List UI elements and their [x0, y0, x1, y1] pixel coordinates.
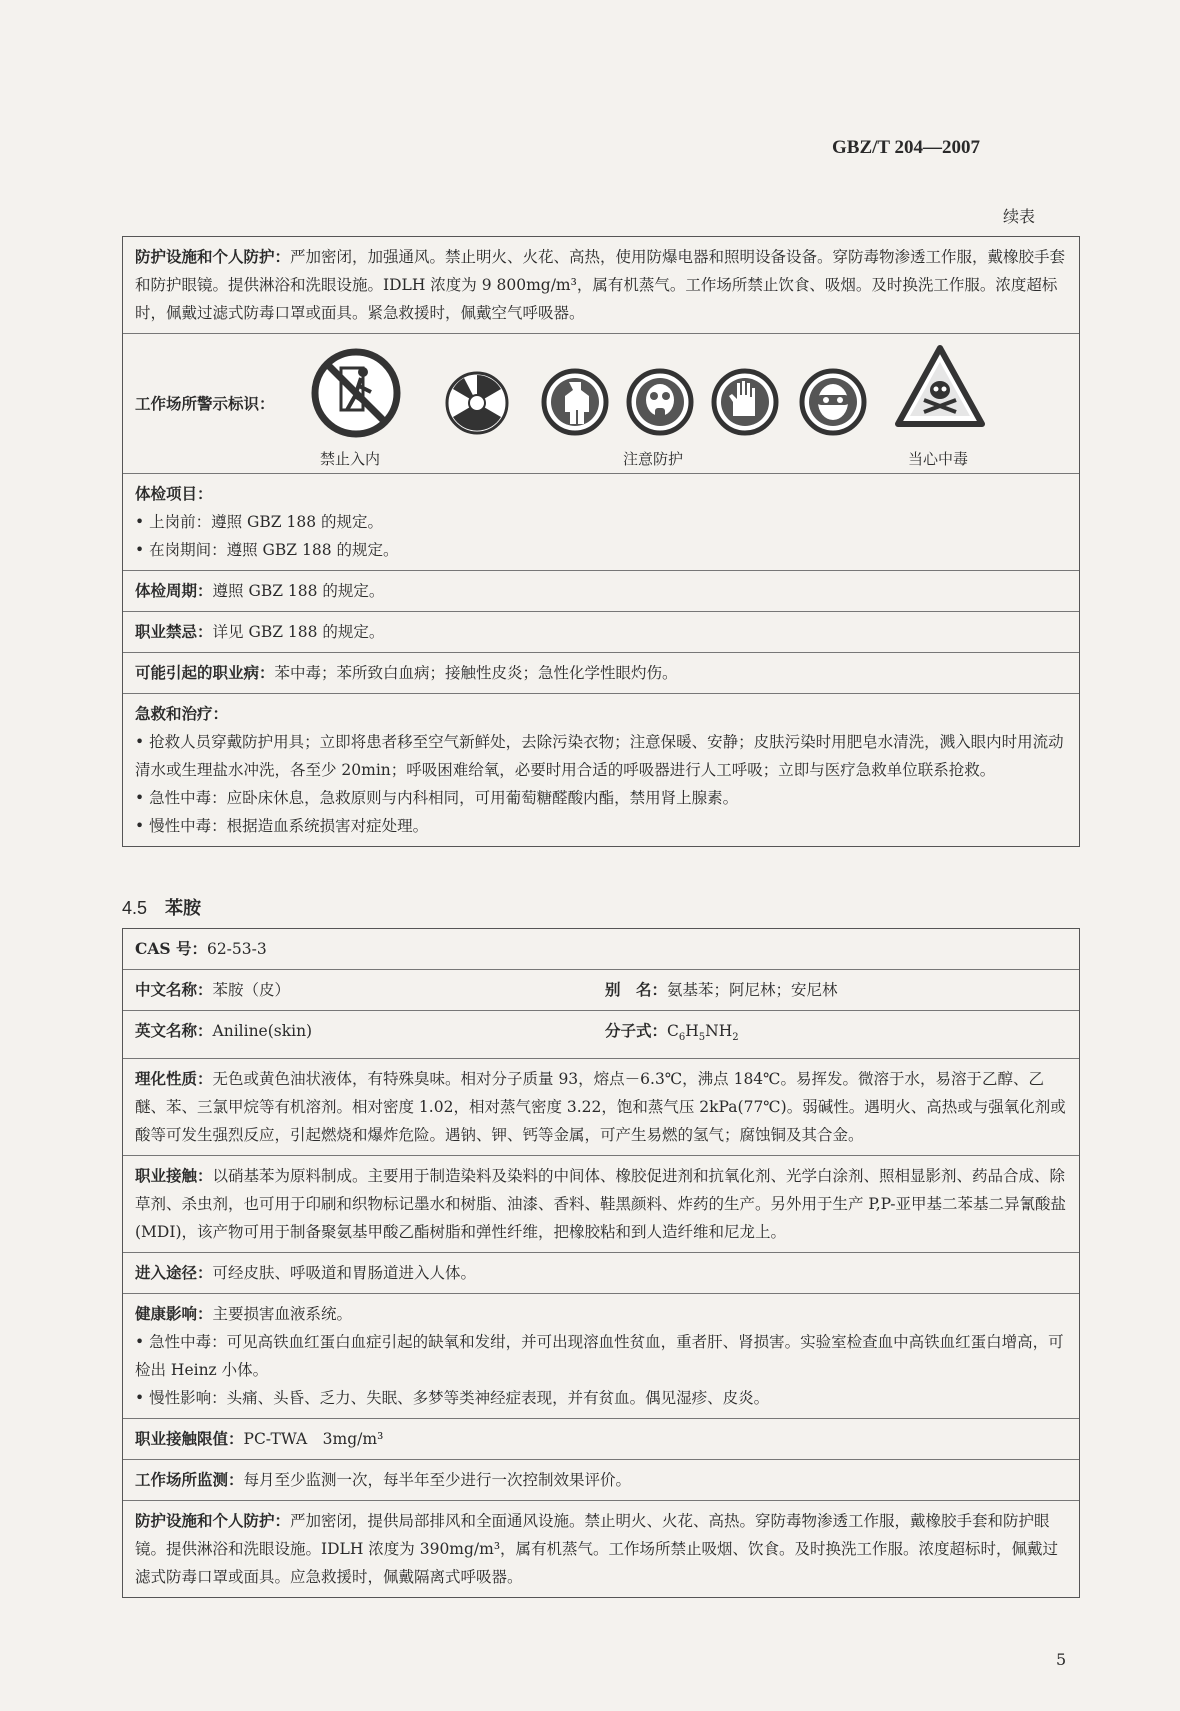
gas-mask-icon [626, 368, 694, 436]
protection-label: 防护设施和个人防护： [135, 247, 291, 266]
protection2-text: 严加密闭，提供局部排风和全面通风设施。禁止明火、火花、高热。穿防毒物渗透工作服，戴橡胶手套和防护眼镜。提供淋浴和洗眼设施。IDLH 浓度为 390mg/m³，属有机蒸气。工作场所禁止吸烟、饮食。及时换洗工作服。浓度超标时，佩戴过滤式防毒口罩或面具。应急救援时，佩戴隔离式呼吸器。 [135, 1512, 1059, 1587]
section-number: 4.5 [122, 898, 148, 918]
gloves-icon [711, 368, 779, 436]
health-row [123, 1294, 1079, 1419]
exam-cycle-row [123, 571, 1079, 612]
exposure-row [123, 1156, 1079, 1253]
poison-warning-icon [894, 344, 986, 428]
list-item: • 急性中毒：可见高铁血红蛋白血症引起的缺氧和发绀，并可出现溶血性贫血，重者肝、肾损害。实验室检查血中高铁血红蛋白增高，可检出 Heinz 小体。 [135, 1328, 1067, 1384]
exposure-text: 以硝基苯为原料制成。主要用于制造染料及染料的中间体、橡胶促进剂和抗氧化剂、光学白涂剂、照相显影剂、药品合成、除草剂、杀虫剂，也可用于印刷和织物标记墨水和树脂、油漆、香料、鞋黑颜料、炸药的生产。另外用于生产 P,P-亚甲基二苯基二异氰酸盐(MDI)，该产物可用于制备聚氨基甲酸乙酯树脂和弹性纤维，把橡胶粘和到人造纤维和尼龙上。 [135, 1167, 1066, 1242]
contraindication-row [123, 612, 1079, 653]
list-item: • 在岗期间：遵照 GBZ 188 的规定。 [135, 536, 1067, 564]
protection2-label: 防护设施和个人防护： [135, 1511, 291, 1531]
en-name-row [123, 1011, 1079, 1059]
page-number: 5 [1056, 1650, 1067, 1669]
warning-signs-row [123, 334, 1079, 474]
caption-no-entry: 禁止入内 [320, 450, 381, 468]
formula-text: $C_6H_5NH_2$ [667, 1022, 739, 1044]
list-item: • 慢性影响：头痛、头昏、乏力、失眠、多梦等类神经症表现，并有贫血。偶见湿疹、皮炎。 [135, 1384, 1067, 1412]
health-text: 主要损害血液系统。 [212, 1305, 353, 1324]
cas-label: CAS 号： [135, 939, 207, 958]
route-row [123, 1253, 1079, 1294]
monitoring-row [123, 1460, 1079, 1501]
diseases-label: 可能引起的职业病： [135, 663, 275, 682]
section-heading [122, 894, 201, 920]
protection-row [123, 237, 1079, 334]
exam-cycle-label: 体检周期： [135, 581, 213, 600]
en-name-label: 英文名称： [135, 1021, 213, 1040]
cas-text: 62-53-3 [206, 940, 267, 958]
list-item: • 慢性中毒：根据造血系统损害对症处理。 [135, 812, 1067, 840]
properties-row [123, 1059, 1079, 1156]
protection-text: 严加密闭，加强通风。禁止明火、火花、高热，使用防爆电器和照明设备设备。穿防毒物渗透工作服，戴橡胶手套和防护眼镜。提供淋浴和洗眼设施。IDLH 浓度为 9 800mg/m³，属有机蒸气。工作场所禁止饮食、吸烟。及时换洗工作服。浓度超标时，佩戴过滤式防毒口罩或面具。紧急救援时，佩戴空气呼吸器。 [135, 248, 1066, 322]
caption-protect: 注意防护 [623, 450, 684, 468]
exam-items-label: 体检项目： [135, 484, 213, 503]
name-row [123, 970, 1079, 1011]
route-text: 可经皮肤、呼吸道和胃肠道进入人体。 [212, 1264, 477, 1283]
no-entry-icon [311, 348, 401, 438]
first-aid-label: 急救和治疗： [135, 704, 229, 723]
diseases-text: 苯中毒；苯所致白血病；接触性皮炎；急性化学性眼灼伤。 [274, 664, 678, 682]
standard-code: GBZ/T 204—2007 [832, 137, 980, 158]
contraindication-label: 职业禁忌： [135, 622, 213, 641]
alias-label: 别 名： [605, 980, 668, 999]
contraindication-text: 详见 GBZ 188 的规定。 [212, 623, 385, 641]
table-benzene-continued [122, 236, 1080, 847]
caption-poison: 当心中毒 [908, 450, 969, 468]
en-name-text: Aniline(skin) [212, 1022, 313, 1040]
properties-label: 理化性质： [135, 1069, 213, 1089]
limit-row [123, 1419, 1079, 1460]
health-label: 健康影响： [135, 1304, 213, 1324]
monitoring-text: 每月至少监测一次，每半年至少进行一次控制效果评价。 [243, 1471, 632, 1490]
exam-cycle-text: 遵照 GBZ 188 的规定。 [212, 582, 385, 600]
cn-name-label: 中文名称： [135, 980, 213, 999]
protection2-row [123, 1501, 1079, 1597]
table-aniline [122, 928, 1080, 1598]
limit-text: PC-TWA 3mg/m³ [243, 1430, 384, 1449]
formula-label: 分子式： [605, 1021, 668, 1040]
cn-name-text: 苯胺（皮） [212, 981, 291, 999]
cas-row [123, 929, 1079, 970]
monitoring-label: 工作场所监测： [135, 1470, 244, 1490]
radiation-icon [444, 370, 510, 436]
section-title: 苯胺 [165, 898, 202, 919]
warning-signs-label: 工作场所警示标识： [135, 394, 275, 413]
list-item: • 急性中毒：应卧床休息，急救原则与内科相同，可用葡萄糖醛酸内酯，禁用肾上腺素。 [135, 784, 1067, 812]
exam-items-row [123, 474, 1079, 571]
properties-text: 无色或黄色油状液体，有特殊臭味。相对分子质量 93，熔点－6.3℃，沸点 184℃。易挥发。微溶于水，易溶于乙醇、乙醚、苯、三氯甲烷等有机溶剂。相对密度 1.02，相对蒸气密度 3.22，饱和蒸气压 2kPa(77℃)。弱碱性。遇明火、高热或与强氧化剂或酸等可发生强烈反应，引起燃烧和爆炸危险。遇钠、钾、钙等金属，可产生易燃的氢气；腐蚀铜及其合金。 [135, 1070, 1066, 1145]
goggles-icon [799, 368, 867, 436]
list-item: • 抢救人员穿戴防护用具；立即将患者移至空气新鲜处，去除污染衣物；注意保暖、安静；皮肤污染时用肥皂水清洗，溅入眼内时用流动清水或生理盐水冲洗，各至少 20min；呼吸困难给氧，必要时用合适的呼吸器进行人工呼吸；立即与医疗急救单位联系抢救。 [135, 728, 1067, 784]
route-label: 进入途径： [135, 1263, 213, 1283]
diseases-row [123, 653, 1079, 694]
exposure-label: 职业接触： [135, 1166, 213, 1186]
protective-suit-icon [541, 368, 609, 436]
continued-label: 续表 [1003, 207, 1036, 226]
first-aid-row [123, 694, 1079, 846]
limit-label: 职业接触限值： [135, 1429, 244, 1449]
alias-text: 氨基苯；阿尼林；安尼林 [667, 981, 838, 999]
list-item: • 上岗前：遵照 GBZ 188 的规定。 [135, 508, 1067, 536]
